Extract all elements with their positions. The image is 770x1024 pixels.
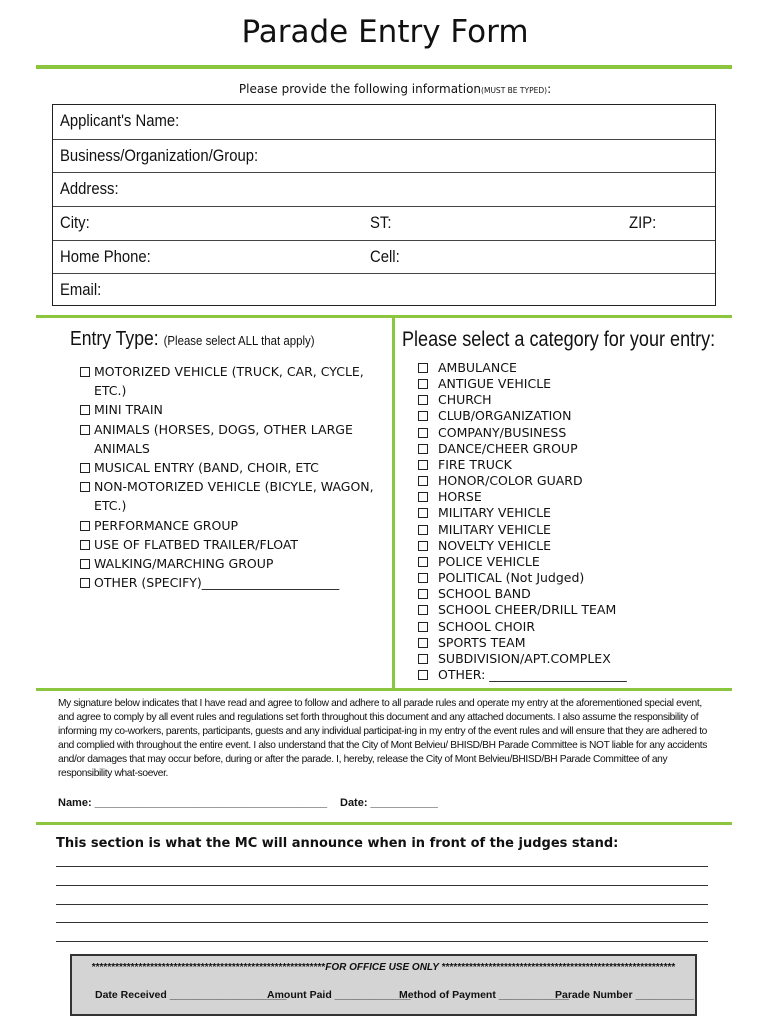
page-title: Parade Entry Form — [241, 14, 529, 50]
checkbox[interactable] — [418, 638, 428, 648]
office-use-title — [72, 962, 695, 973]
category-option-label: SUBDIVISION/APT.COMPLEX — [438, 650, 611, 666]
mc-announcement-line[interactable] — [56, 885, 708, 886]
category-option-label: SCHOOL CHOIR — [438, 618, 536, 634]
checkbox[interactable] — [80, 540, 90, 550]
instruction-text — [0, 82, 770, 96]
category-option[interactable] — [418, 522, 718, 538]
applicant-info-table — [52, 104, 716, 306]
category-option-label: AMBULANCE — [438, 360, 517, 375]
category-heading: Please select a category for your entry: — [402, 328, 716, 351]
category-option[interactable] — [418, 651, 718, 667]
category-option-label: POLICE VEHICLE — [438, 553, 540, 569]
category-option-label: COMPANY/BUSINESS — [438, 424, 567, 440]
cell-label: Cell: — [370, 248, 400, 266]
category-option[interactable] — [418, 602, 718, 618]
method-of-payment-field[interactable]: Method of Payment ____________ — [399, 989, 569, 1001]
entry-type-option-label: MINI TRAIN — [94, 402, 163, 418]
category-option-label: MILITARY VEHICLE — [438, 505, 551, 521]
category-option[interactable] — [418, 489, 718, 505]
checkbox[interactable] — [418, 605, 428, 615]
category-option[interactable] — [418, 425, 718, 441]
category-option[interactable] — [418, 360, 718, 376]
address-label: Address: — [60, 180, 119, 198]
category-option-label: HONOR/COLOR GUARD — [438, 473, 583, 489]
city-row[interactable] — [53, 206, 715, 240]
category-option[interactable] — [418, 554, 718, 570]
category-option[interactable] — [418, 457, 718, 473]
signature-name-field[interactable]: Name: ______________________________________ — [58, 797, 328, 809]
entry-type-option[interactable] — [80, 477, 380, 515]
mc-announcement-line[interactable] — [56, 904, 708, 905]
checkbox[interactable] — [418, 411, 428, 421]
mc-announcement-line[interactable] — [56, 922, 708, 923]
title-divider — [36, 65, 732, 69]
category-option[interactable] — [418, 667, 718, 683]
entry-type-option-label: MUSICAL ENTRY (BAND, CHOIR, ETC — [94, 460, 319, 476]
email-row[interactable] — [53, 273, 715, 307]
office-stars-right: ************************************************************ — [441, 962, 676, 973]
liability-disclaimer: My signature below indicates that I have read and agree to follow and adhere to all parade rules and operate my entry at the aforementioned special event, and agree to comply by all event rules and regulations set forth throughout this document and any attached documents. I also assume the responsibility of informing my co-workers, parents, participants, guests and any individual participat-ing in my entry of the event rules and will ensure that they are adhered to and complied with throughout the entire event. I also understand that the City of Mont Belvieu/ BHISD/BH Parade Committee is NOT liable for any accidents and/or damages that may occur before, during or after the parade. I, hereby, release the City of Mont Belvieu/BHISD/BH Parade Committee of any responsibility what-soever. — [58, 698, 707, 779]
instruction-note: (MUST BE TYPED) — [481, 86, 548, 95]
checkbox[interactable] — [80, 578, 90, 588]
category-option-label: CHURCH — [438, 392, 492, 408]
entry-type-option[interactable] — [80, 554, 380, 573]
checkbox[interactable] — [418, 428, 428, 438]
home-phone-label: Home Phone: — [60, 248, 151, 266]
category-option[interactable] — [418, 473, 718, 489]
entry-type-title: Entry Type: — [70, 328, 159, 350]
checkbox[interactable] — [418, 654, 428, 664]
address-row[interactable] — [53, 172, 715, 206]
checkbox[interactable] — [418, 476, 428, 486]
signature-date-field[interactable]: Date: ___________ — [340, 797, 438, 809]
checkbox[interactable] — [418, 444, 428, 454]
entry-type-option-label: USE OF FLATBED TRAILER/FLOAT — [94, 536, 299, 552]
checkbox[interactable] — [80, 482, 90, 492]
category-option-label: MILITARY VEHICLE — [438, 521, 551, 537]
entry-type-option-label: WALKING/MARCHING GROUP — [94, 556, 274, 572]
amount-paid-field[interactable]: Amount Paid _____________ — [267, 989, 411, 1001]
entry-type-option[interactable] — [80, 516, 380, 535]
entry-type-heading — [70, 328, 315, 351]
office-stars-left: ************************************************************ — [91, 962, 326, 973]
checkbox[interactable] — [80, 463, 90, 473]
checkbox[interactable] — [418, 395, 428, 405]
email-label: Email: — [60, 281, 102, 299]
entry-type-option[interactable] — [80, 458, 380, 477]
category-option[interactable] — [418, 635, 718, 651]
date-received-field[interactable]: Date Received ____________________ — [95, 989, 287, 1001]
mc-announcement-line[interactable] — [56, 941, 708, 942]
category-option-label: CLUB/ORGANIZATION — [438, 408, 572, 424]
category-option[interactable] — [418, 505, 718, 521]
checkbox[interactable] — [418, 525, 428, 535]
category-option[interactable] — [418, 441, 718, 457]
category-option[interactable] — [418, 538, 718, 554]
category-option-label: HORSE — [438, 489, 482, 505]
category-option-label: OTHER: ______________________ — [438, 666, 627, 682]
category-option-label: SCHOOL BAND — [438, 586, 531, 602]
phone-row[interactable] — [53, 240, 715, 274]
entry-type-option-label: PERFORMANCE GROUP — [94, 517, 239, 533]
city-label: City: — [60, 214, 90, 232]
checkbox[interactable] — [80, 425, 90, 435]
checkbox[interactable] — [418, 460, 428, 470]
checkbox[interactable] — [418, 363, 428, 373]
mc-announcement-line[interactable] — [56, 866, 708, 867]
section-divider-bottom — [36, 822, 732, 825]
category-option[interactable] — [418, 408, 718, 424]
category-option[interactable] — [418, 619, 718, 635]
category-option-label: SCHOOL CHEER/DRILL TEAM — [438, 602, 617, 618]
category-option[interactable] — [418, 586, 718, 602]
business-label: Business/Organization/Group: — [60, 147, 259, 165]
category-option-label: FIRE TRUCK — [438, 456, 512, 472]
st-label: ST: — [370, 214, 392, 232]
entry-type-option[interactable] — [80, 535, 380, 554]
entry-type-option-label: OTHER (SPECIFY)______________________ — [94, 575, 340, 591]
column-divider — [392, 318, 395, 690]
category-option-label: DANCE/CHEER GROUP — [438, 440, 578, 456]
category-option[interactable] — [418, 570, 718, 586]
entry-type-option-label: MOTORIZED VEHICLE (TRUCK, CAR, CYCLE, ETC.) — [94, 364, 364, 399]
entry-type-option[interactable] — [80, 362, 380, 400]
entry-type-subtitle: (Please select ALL that apply) — [163, 333, 315, 348]
checkbox[interactable] — [418, 379, 428, 389]
category-option-label: ANTIGUE VEHICLE — [438, 376, 552, 392]
office-use-label: FOR OFFICE USE ONLY — [325, 962, 439, 973]
instruction-main: Please provide the following information — [238, 82, 482, 96]
office-use-box — [70, 954, 697, 1016]
business-row[interactable] — [53, 139, 715, 173]
checkbox[interactable] — [418, 492, 428, 502]
applicant-name-row[interactable] — [53, 105, 715, 139]
category-list — [418, 360, 718, 683]
category-option[interactable] — [418, 392, 718, 408]
checkbox[interactable] — [80, 559, 90, 569]
checkbox[interactable] — [418, 573, 428, 583]
parade-number-field[interactable]: Parade Number __________ — [555, 989, 694, 1001]
category-option[interactable] — [418, 376, 718, 392]
entry-type-option[interactable] — [80, 420, 380, 458]
zip-label: ZIP: — [629, 214, 657, 232]
entry-type-option-label: NON-MOTORIZED VEHICLE (BICYLE, WAGON, ETC.) — [94, 479, 374, 514]
checkbox[interactable] — [80, 405, 90, 415]
checkbox[interactable] — [418, 557, 428, 567]
category-option-label: POLITICAL (Not Judged) — [438, 570, 585, 586]
instruction-colon: : — [547, 82, 552, 96]
checkbox[interactable] — [80, 521, 90, 531]
checkbox[interactable] — [418, 508, 428, 518]
checkbox[interactable] — [418, 622, 428, 632]
category-option-label: NOVELTY VEHICLE — [438, 537, 552, 553]
checkbox[interactable] — [418, 670, 428, 680]
entry-type-list — [80, 362, 380, 592]
entry-type-option[interactable] — [80, 400, 380, 419]
section-divider-middle — [36, 688, 732, 691]
mc-section-heading: This section is what the MC will announce when in front of the judges stand: — [56, 836, 619, 851]
checkbox[interactable] — [418, 589, 428, 599]
checkbox[interactable] — [418, 541, 428, 551]
applicant-name-label: Applicant's Name: — [60, 112, 180, 130]
entry-type-option[interactable] — [80, 573, 380, 592]
section-divider-top — [36, 315, 732, 318]
checkbox[interactable] — [80, 367, 90, 377]
entry-type-option-label: ANIMALS (HORSES, DOGS, OTHER LARGE ANIMALS — [94, 421, 353, 456]
category-option-label: SPORTS TEAM — [438, 634, 526, 650]
